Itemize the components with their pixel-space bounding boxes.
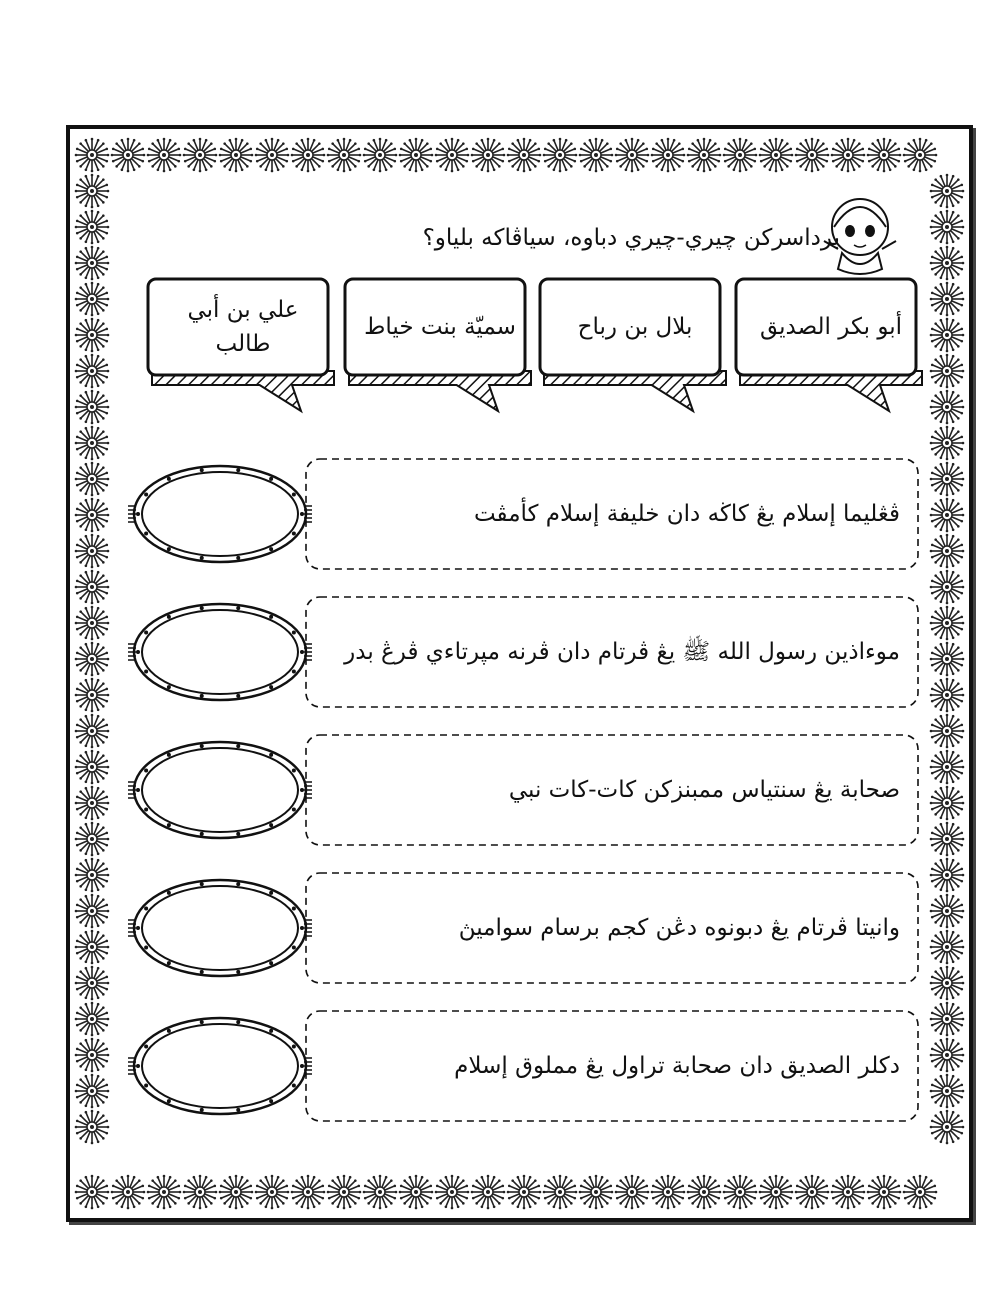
border-flower-icon <box>399 138 434 173</box>
answer-oval-2[interactable] <box>128 604 312 700</box>
border-flower-icon <box>579 1175 614 1210</box>
statement-text-5: دكلر الصديق دان صحابة تراول يڠ مملوق إسلام <box>454 1053 900 1079</box>
choice-label-4: علي بن أبي طالب <box>187 297 299 357</box>
border-flower-icon <box>75 750 110 785</box>
border-flower-icon <box>363 1175 398 1210</box>
border-flower-icon <box>930 678 965 713</box>
border-flower-icon <box>75 174 110 209</box>
border-flower-icon <box>75 426 110 461</box>
border-flower-icon <box>930 714 965 749</box>
border-flower-icon <box>867 1175 902 1210</box>
border-flower-icon <box>930 246 965 281</box>
border-flower-icon <box>75 570 110 605</box>
border-flower-icon <box>930 570 965 605</box>
answer-oval-5[interactable] <box>128 1018 312 1114</box>
border-flower-icon <box>75 606 110 641</box>
answer-ovals <box>128 466 312 1114</box>
border-flower-icon <box>75 210 110 245</box>
border-flower-icon <box>651 138 686 173</box>
border-flower-icon <box>930 1002 965 1037</box>
answer-oval-4[interactable] <box>128 880 312 976</box>
choice-label-2: بلال بن رباح <box>577 314 693 340</box>
border-flower-icon <box>930 894 965 929</box>
border-flower-icon <box>75 678 110 713</box>
border-flower-icon <box>75 858 110 893</box>
border-flower-icon <box>147 1175 182 1210</box>
border-flower-icon <box>75 354 110 389</box>
border-flower-icon <box>930 786 965 821</box>
border-flower-icon <box>930 498 965 533</box>
border-flower-icon <box>903 138 938 173</box>
statement-text-4: وانيتا ڤرتام يڠ دبونوه دڠن كجم برسام سواميڽ <box>458 915 900 941</box>
border-flower-icon <box>930 822 965 857</box>
border-flower-icon <box>930 930 965 965</box>
border-flower-icon <box>930 606 965 641</box>
border-flower-icon <box>363 138 398 173</box>
border-flower-icon <box>543 1175 578 1210</box>
border-flower-icon <box>291 138 326 173</box>
border-flower-icon <box>327 1175 362 1210</box>
border-flower-icon <box>930 390 965 425</box>
border-flower-icon <box>75 534 110 569</box>
border-flower-icon <box>75 786 110 821</box>
border-flower-icon <box>75 462 110 497</box>
border-flower-icon <box>471 1175 506 1210</box>
statement-text-3: صحابة يڠ سنتياس ممبنزكن كات-كات نبي <box>508 777 900 803</box>
choice-label-3: سميّة بنت خياط <box>364 314 516 340</box>
instruction-text: برداسركن چيري-چيري دباوه، سياڤاكه بلياو؟ <box>422 225 840 251</box>
border-flower-icon <box>795 138 830 173</box>
border-flower-icon <box>435 1175 470 1210</box>
border-flower-icon <box>930 318 965 353</box>
border-flower-icon <box>75 642 110 677</box>
border-flower-icon <box>543 138 578 173</box>
border-flower-icon <box>759 1175 794 1210</box>
border-flower-icon <box>75 390 110 425</box>
border-flower-icon <box>75 282 110 317</box>
border-flower-icon <box>75 894 110 929</box>
border-flower-icon <box>930 174 965 209</box>
border-flower-icon <box>651 1175 686 1210</box>
border-flower-icon <box>255 138 290 173</box>
border-flower-icon <box>930 1038 965 1073</box>
border-flower-icon <box>147 138 182 173</box>
worksheet-frame <box>66 125 973 1222</box>
border-flower-icon <box>327 138 362 173</box>
border-flower-icon <box>615 138 650 173</box>
border-flower-icon <box>930 282 965 317</box>
statement-text-2: موءاذين رسول الله ﷺ يڠ ڤرتام دان ڤرنه مڽرتاءي ڤرڠ بدر <box>344 639 900 665</box>
border-flower-icon <box>471 138 506 173</box>
border-flower-icon <box>930 1110 965 1145</box>
border-flower-icon <box>399 1175 434 1210</box>
border-flower-icon <box>111 1175 146 1210</box>
border-flower-icon <box>183 138 218 173</box>
answer-oval-1[interactable] <box>128 466 312 562</box>
answer-oval-3[interactable] <box>128 742 312 838</box>
border-flower-icon <box>723 138 758 173</box>
border-flower-icon <box>930 966 965 1001</box>
border-flower-icon <box>75 498 110 533</box>
border-flower-icon <box>831 138 866 173</box>
border-flower-icon <box>831 1175 866 1210</box>
border-flower-icon <box>75 1002 110 1037</box>
border-flower-icon <box>930 534 965 569</box>
border-flower-icon <box>930 750 965 785</box>
border-flower-icon <box>435 138 470 173</box>
border-flower-icon <box>291 1175 326 1210</box>
border-flower-icon <box>219 138 254 173</box>
border-flower-icon <box>507 1175 542 1210</box>
border-flower-icon <box>930 858 965 893</box>
border-flower-icon <box>75 966 110 1001</box>
border-flower-icon <box>75 930 110 965</box>
border-flower-icon <box>615 1175 650 1210</box>
border-flower-icon <box>930 1074 965 1109</box>
border-flower-icon <box>903 1175 938 1210</box>
border-flower-icon <box>930 642 965 677</box>
border-flower-icon <box>183 1175 218 1210</box>
border-flower-icon <box>75 246 110 281</box>
border-flower-icon <box>75 138 110 173</box>
border-flower-icon <box>75 1175 110 1210</box>
border-flower-icon <box>930 426 965 461</box>
border-flower-icon <box>75 822 110 857</box>
border-flower-icon <box>687 1175 722 1210</box>
border-flower-icon <box>723 1175 758 1210</box>
border-flower-icon <box>75 1110 110 1145</box>
border-flower-icon <box>795 1175 830 1210</box>
border-flower-icon <box>75 714 110 749</box>
border-flower-icon <box>759 138 794 173</box>
choice-label-1: أبو بكر الصديق <box>759 314 903 340</box>
border-flower-icon <box>75 1074 110 1109</box>
border-flower-icon <box>219 1175 254 1210</box>
border-flower-icon <box>111 138 146 173</box>
border-flower-icon <box>930 354 965 389</box>
border-flower-icon <box>930 462 965 497</box>
border-flower-icon <box>75 1038 110 1073</box>
border-flower-icon <box>507 138 542 173</box>
border-flower-icon <box>867 138 902 173</box>
border-flower-icon <box>255 1175 290 1210</box>
border-flower-icon <box>930 210 965 245</box>
border-flower-icon <box>579 138 614 173</box>
statement-text-1: ڤڠليما إسلام يڠ كاڬه دان خليفة إسلام كأمڤت <box>473 501 900 527</box>
border-flower-icon <box>687 138 722 173</box>
border-flower-icon <box>75 318 110 353</box>
